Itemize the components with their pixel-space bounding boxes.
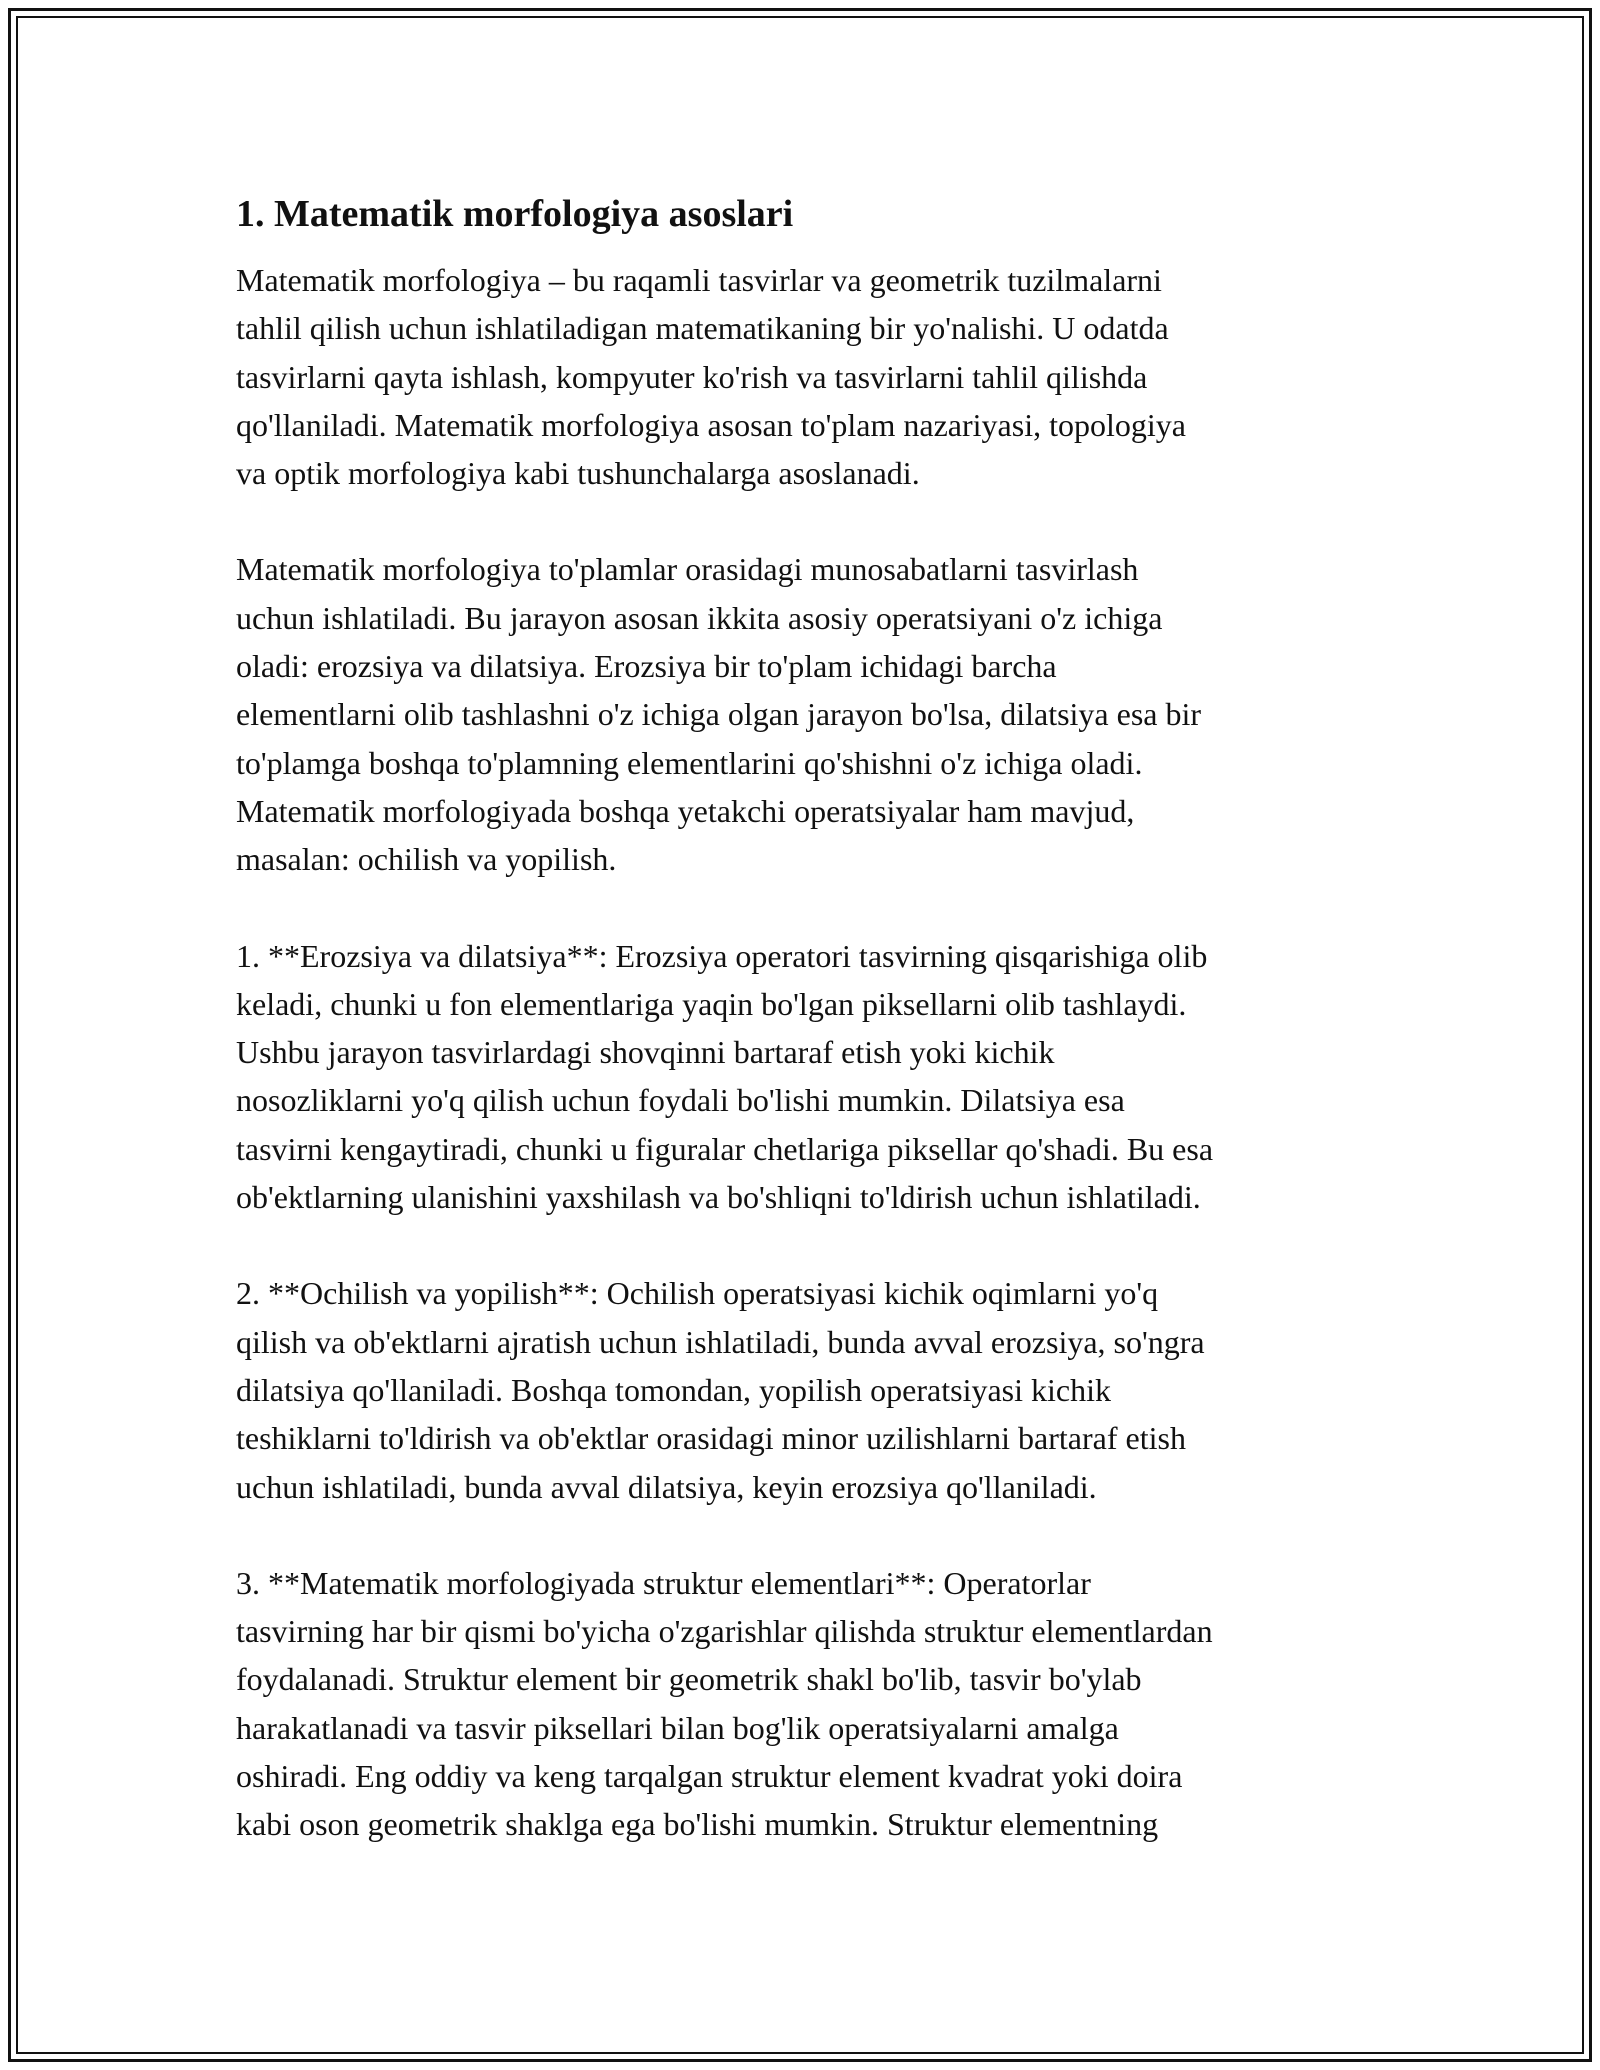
text-line: teshiklarni to'ldirish va ob'ektlar orasidagi minor uzilishlarni bartaraf etish — [236, 1420, 1186, 1457]
paragraph — [236, 932, 1376, 1222]
text-line: uchun ishlatiladi, bunda avval dilatsiya, keyin erozsiya qo'llaniladi. — [236, 1468, 1097, 1505]
text-line: 1. **Erozsiya va dilatsiya**: Erozsiya operatori tasvirning qisqarishiga olib — [236, 937, 1208, 974]
text-line: kabi oson geometrik shaklga ega bo'lishi mumkin. Struktur elementning — [236, 1806, 1159, 1843]
text-line: tasvirning har bir qismi bo'yicha o'zgarishlar qilishda struktur elementlardan — [236, 1613, 1213, 1650]
text-line: to'plamga boshqa to'plamning elementlarini qo'shishni o'z ichiga oladi. — [236, 744, 1143, 781]
section-heading: 1. Matematik morfologiya asoslari — [236, 193, 794, 235]
text-line: qo'llaniladi. Matematik morfologiya asosan to'plam nazariyasi, topologiya — [236, 406, 1186, 443]
text-line: ob'ektlarning ulanishini yaxshilash va bo'shliqni to'ldirish uchun ishlatiladi. — [236, 1179, 1201, 1216]
text-line: dilatsiya qo'llaniladi. Boshqa tomondan, yopilish operatsiyasi kichik — [236, 1371, 1111, 1408]
text-line: uchun ishlatiladi. Bu jarayon asosan ikkita asosiy operatsiyani o'z ichiga — [236, 599, 1163, 636]
text-line: Ushbu jarayon tasvirlardagi shovqinni bartaraf etish yoki kichik — [236, 1034, 1055, 1071]
text-line: foydalanadi. Struktur element bir geometrik shakl bo'lib, tasvir bo'ylab — [236, 1661, 1142, 1698]
text-line: masalan: ochilish va yopilish. — [236, 841, 617, 878]
text-line: va optik morfologiya kabi tushunchalarga asoslanadi. — [236, 455, 920, 492]
text-line: Matematik morfologiyada boshqa yetakchi operatsiyalar ham mavjud, — [236, 792, 1135, 829]
text-line: elementlarni olib tashlashni o'z ichiga olgan jarayon bo'lsa, dilatsiya esa bir — [236, 696, 1202, 733]
paragraph — [236, 545, 1376, 883]
text-line: 3. **Matematik morfologiyada struktur elementlari**: Operatorlar — [236, 1564, 1091, 1601]
text-line: keladi, chunki u fon elementlariga yaqin bo'lgan piksellarni olib tashlaydi. — [236, 985, 1187, 1022]
text-line: nosozliklarni yo'q qilish uchun foydali bo'lishi mumkin. Dilatsiya esa — [236, 1082, 1125, 1119]
paragraph-list — [236, 256, 1376, 1849]
paragraph — [236, 1559, 1376, 1849]
text-line: tasvirlarni qayta ishlash, kompyuter ko'rish va tasvirlarni tahlil qilishda — [236, 358, 1148, 395]
text-line: qilish va ob'ektlarni ajratish uchun ishlatiladi, bunda avval erozsiya, so'ngra — [236, 1323, 1205, 1360]
paragraph — [236, 256, 1376, 497]
document-body — [236, 188, 1376, 1897]
text-line: tahlil qilish uchun ishlatiladigan matematikaning bir yo'nalishi. U odatda — [236, 310, 1169, 347]
text-line: oladi: erozsiya va dilatsiya. Erozsiya bir to'plam ichidagi barcha — [236, 648, 1057, 685]
text-line: 2. **Ochilish va yopilish**: Ochilish operatsiyasi kichik oqimlarni yo'q — [236, 1275, 1159, 1312]
paragraph — [236, 1269, 1376, 1510]
text-line: harakatlanadi va tasvir piksellari bilan bog'lik operatsiyalarni amalga — [236, 1709, 1119, 1746]
text-line: Matematik morfologiya – bu raqamli tasvirlar va geometrik tuzilmalarni — [236, 262, 1162, 298]
text-line: tasvirni kengaytiradi, chunki u figuralar chetlariga piksellar qo'shadi. Bu esa — [236, 1130, 1214, 1167]
text-line: Matematik morfologiya to'plamlar orasidagi munosabatlarni tasvirlash — [236, 551, 1139, 588]
text-line: oshiradi. Eng oddiy va keng tarqalgan struktur element kvadrat yoki doira — [236, 1758, 1183, 1795]
